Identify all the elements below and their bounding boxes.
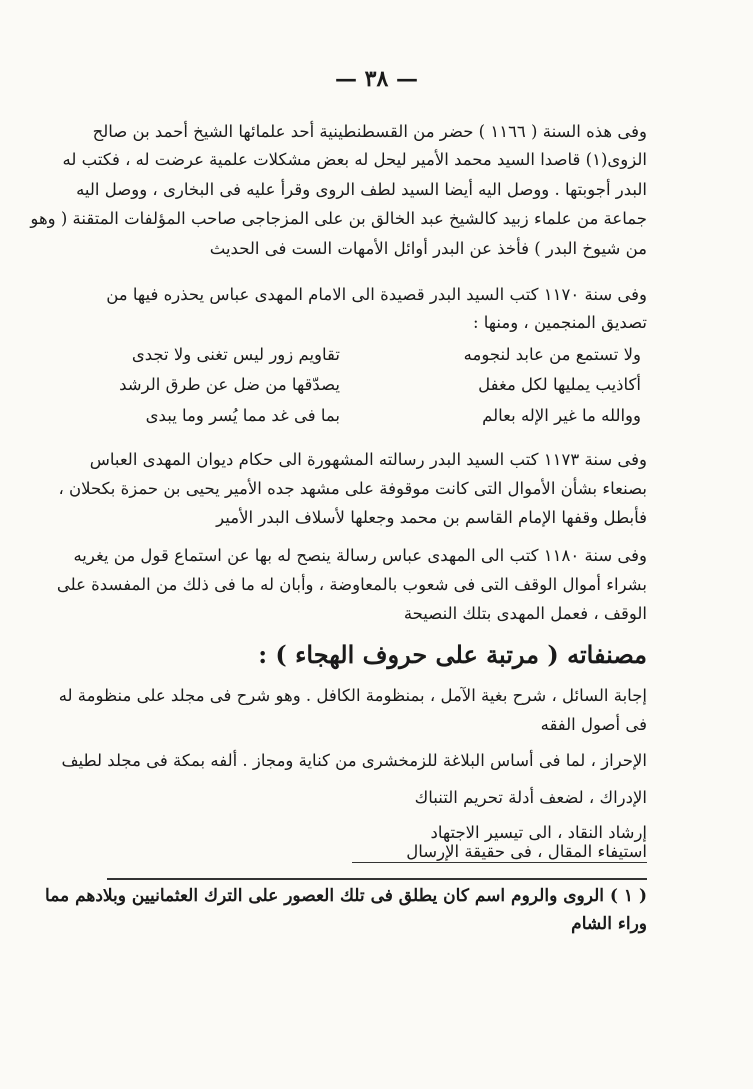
body-line: الزوى(١) قاصدا السيد محمد الأمير ليحل له بعض مشكلات علمية عرضت له ، فكتب له [62, 150, 647, 169]
page-number: — ٣٨ — [335, 66, 418, 92]
body-line: بصنعاء بشأن الأموال التى كانت موقوفة على مشهد جده الأمير يحيى بن حمزة بكحلان ، [58, 479, 647, 498]
body-line: وفى سنة ١١٨٠ كتب الى المهدى عباس رسالة ينصح له بها عن استماع قول من يغريه [73, 546, 647, 565]
work-entry: الإدراك ، لضعف أدلة تحريم التنباك [414, 788, 647, 807]
section-heading: مصنفاته ( مرتبة على حروف الهجاء ) : [258, 640, 647, 669]
footnote-line: وراء الشام [571, 914, 647, 934]
footnote-line: ( ١ ) الروى والروم اسم كان يطلق فى تلك العصور على الترك العثمانيين وبلادهم مما [45, 886, 647, 906]
work-entry: استيفاء المقال ، فى حقيقة الإرسال [406, 842, 647, 861]
body-line: البدر أجوبتها . ووصل اليه أيضا السيد لطف الروى وقرأ عليه فى البخارى ، ووصل اليه [76, 180, 647, 199]
body-line: فأبطل وقفها الإمام القاسم بن محمد وجعلها لأسلاف البدر الأمير [216, 508, 647, 527]
body-line: وفى هذه السنة ( ١١٦٦ ) حضر من القسطنطينية أحد علمائها الشيخ أحمد بن صالح [92, 122, 647, 141]
verse-first-hemistich: ووالله ما غير الإله بعالم [482, 406, 641, 425]
body-line: بشراء أموال الوقف التى فى شعوب بالمعاوضة ، وأبان له ما فى ذلك من المفسدة على [56, 575, 647, 594]
body-line: وفى سنة ١١٧٠ كتب السيد البدر قصيدة الى الامام المهدى عباس يحذره فيها من [106, 285, 647, 304]
body-line: من شيوخ البدر ) فأخذ عن البدر أوائل الأمهات الست فى الحديث [209, 239, 647, 258]
verse-second-hemistich: يصدّقها من ضل عن طرق الرشد [119, 375, 340, 394]
work-entry: إرشاد النقاد ، الى تيسير الاجتهاد [430, 823, 647, 842]
work-entry: إجابة السائل ، شرح بغية الآمل ، بمنظومة الكافل . وهو شرح فى مجلد على منظومة له [58, 686, 647, 705]
verse-second-hemistich: تقاويم زور ليس تغنى ولا تجدى [131, 345, 340, 364]
body-line: جماعة من علماء زبيد كالشيخ عبد الخالق بن على المزجاجى صاحب المؤلفات المتقنة ( وهو [30, 209, 647, 228]
footnote-separator [107, 878, 647, 880]
body-line: تصديق المنجمين ، ومنها : [472, 313, 647, 332]
body-line: الوقف ، فعمل المهدى بتلك النصيحة [403, 604, 647, 623]
body-line: وفى سنة ١١٧٣ كتب السيد البدر رسالته المشهورة الى حكام ديوان المهدى العباس [89, 450, 647, 469]
verse-second-hemistich: بما فى غد مما يُسر وما يبدى [145, 406, 340, 425]
verse-first-hemistich: أكاذيب يمليها لكل مغفل [478, 375, 641, 394]
verse-first-hemistich: ولا تستمع من عابد لنجومه [463, 345, 641, 364]
work-entry: الإحراز ، لما فى أساس البلاغة للزمخشرى من كناية ومجاز . ألفه بمكة فى مجلد لطيف [61, 751, 647, 770]
work-entry: فى أصول الفقه [540, 715, 647, 734]
underline-rule [352, 862, 647, 863]
